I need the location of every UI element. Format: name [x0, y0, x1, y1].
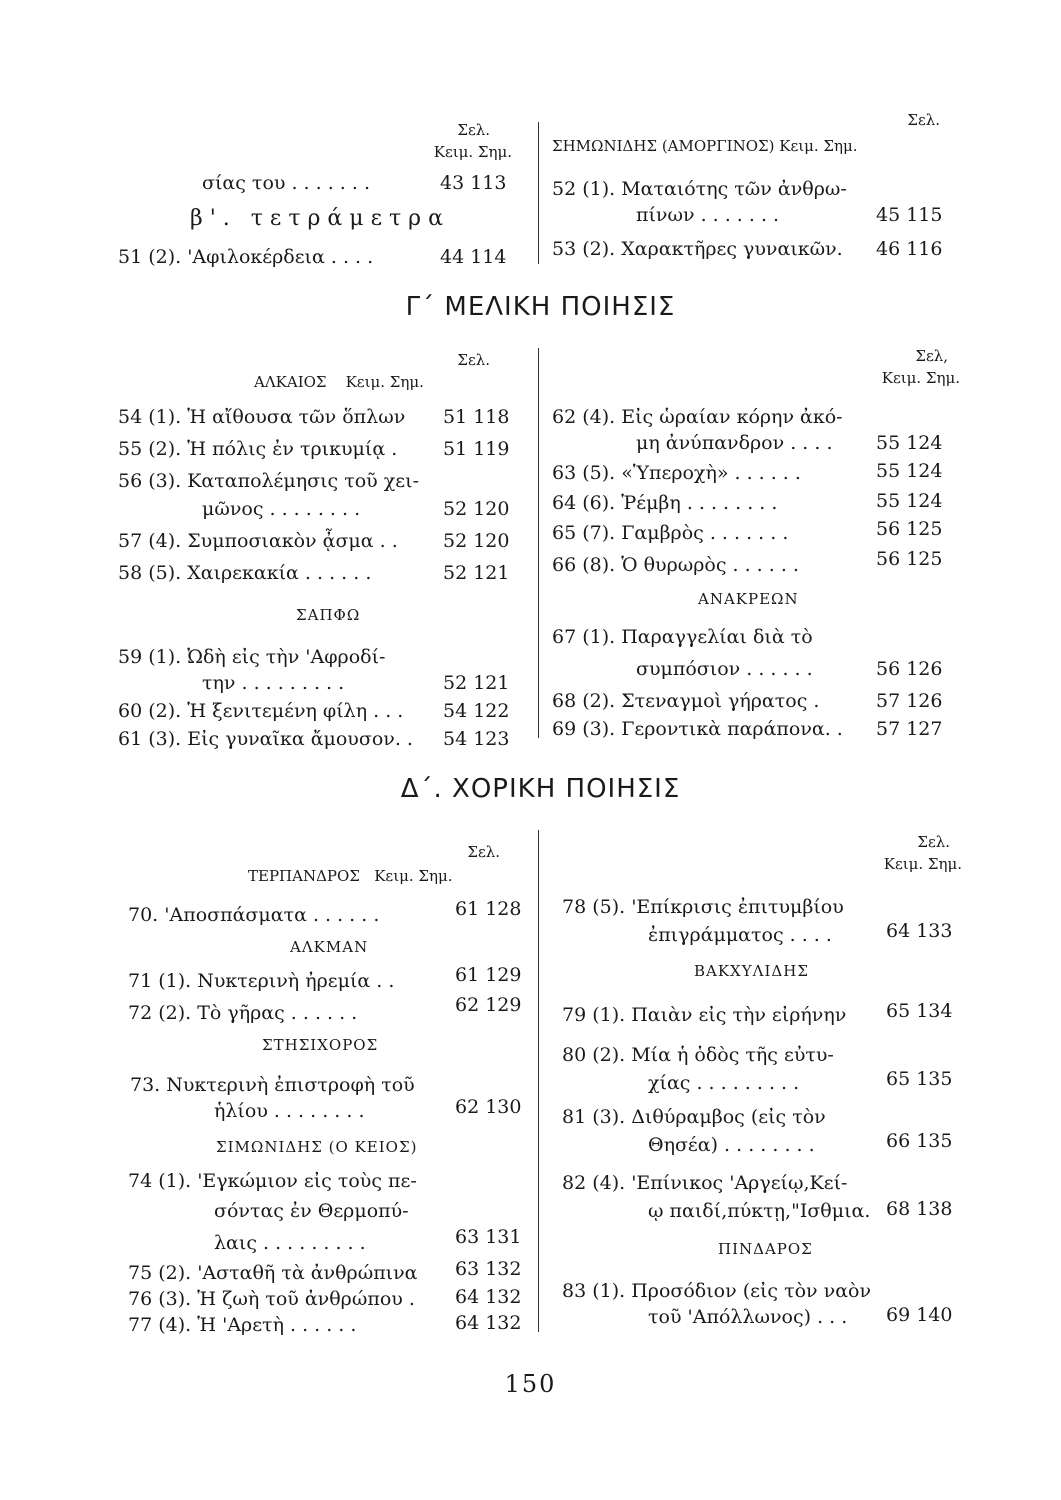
entry-80-cont: χίας . . . . . . . . .	[648, 1072, 800, 1094]
entry-66: 66 (8). Ὁ θυρωρὸς . . . . . .	[552, 554, 799, 576]
entry-69-nums: 57 127	[876, 718, 943, 740]
entry-64: 64 (6). Ῥέμβη . . . . . . . .	[552, 492, 778, 514]
entry-80: 80 (2). Μία ἡ ὁδὸς τῆς εὐτυ-	[562, 1044, 834, 1066]
entry-52-nums: 45 115	[876, 204, 943, 226]
page-number: 150	[504, 1370, 557, 1398]
entry-62-nums: 55 124	[876, 432, 943, 454]
author-simonides-keos: ΣΙΜΩΝΙΔΗΣ (Ο ΚΕΙΟΣ)	[216, 1138, 418, 1156]
choral-right-header-page: Σελ.	[917, 833, 950, 851]
column-divider-choral	[538, 830, 539, 1332]
entry-54: 54 (1). Ἡ αἴθουσα τῶν ὅπλων	[118, 406, 406, 428]
entry-67: 67 (1). Παραγγελίαι διὰ τὸ	[552, 626, 813, 648]
author-sappho: ΣΑΠΦΩ	[296, 606, 361, 624]
entry-66-nums: 56 125	[876, 548, 943, 570]
entry-59-cont: την . . . . . . . . .	[202, 672, 345, 694]
entry-82-cont: ῳ παιδί,πύκτῃ,"Ισθμια.	[648, 1200, 871, 1222]
entry-65-nums: 56 125	[876, 518, 943, 540]
column-divider-melic	[538, 348, 539, 738]
entry-63: 63 (5). «Ὑπεροχὴ» . . . . . .	[552, 462, 801, 484]
entry-81: 81 (3). Διθύραμβος (εἰς τὸν	[562, 1106, 826, 1128]
melic-right-header-page: Σελ,	[915, 347, 948, 365]
entry-83-cont: τοῦ 'Απόλλωνος) . . .	[648, 1306, 848, 1328]
entry-72: 72 (2). Τὸ γῆρας . . . . . .	[128, 1002, 358, 1024]
entry-73-nums: 62 130	[455, 1096, 522, 1118]
entry-57-nums: 52 120	[443, 530, 510, 552]
entry-70: 70. 'Αποσπάσματα . . . . . .	[128, 904, 380, 926]
entry-78-nums: 64 133	[886, 920, 953, 942]
left-header-page: Σελ.	[457, 121, 490, 139]
choral-left-header-author: ΤΕΡΠΑΝΔΡΟΣ Κειμ. Σημ.	[248, 867, 453, 885]
entry-70-nums: 61 128	[455, 898, 522, 920]
entry-61: 61 (3). Εἰς γυναῖκα ἄμουσον. .	[118, 728, 413, 750]
column-divider-top	[538, 122, 539, 264]
entry-53: 53 (2). Χαρακτῆρες γυναικῶν.	[552, 238, 843, 260]
entry-56: 56 (3). Καταπολέμησις τοῦ χει-	[118, 470, 419, 492]
entry-59-nums: 52 121	[443, 672, 510, 694]
entry-77-nums: 64 132	[455, 1312, 522, 1334]
entry-82-nums: 68 138	[886, 1198, 953, 1220]
entry-65: 65 (7). Γαμβρὸς . . . . . . .	[552, 522, 789, 544]
entry-75: 75 (2). 'Ασταθῆ τὰ ἀνθρώπινα	[128, 1262, 418, 1284]
entry-73-cont: ἡλίου . . . . . . . .	[214, 1100, 365, 1122]
entry-74-cont: σόντας ἐν Θερμοπύ-	[214, 1200, 409, 1222]
section-heading-choral: Δ΄. ΧΟΡΙΚΗ ΠΟΙΗΣΙΣ	[400, 774, 681, 804]
author-pindar: ΠΙΝΔΑΡΟΣ	[718, 1240, 813, 1258]
entry-76: 76 (3). Ἡ ζωὴ τοῦ ἀνθρώπου .	[128, 1288, 415, 1310]
entry-80-nums: 65 135	[886, 1068, 953, 1090]
right-header-author: ΣΗΜΩΝΙΔΗΣ (ΑΜΟΡΓΙΝΟΣ) Κειμ. Σημ.	[552, 137, 858, 155]
entry-56-cont: μῶνος . . . . . . . .	[202, 498, 361, 520]
entry-67-nums: 56 126	[876, 658, 943, 680]
entry-57: 57 (4). Συμποσιακὸν ᾆσμα . .	[118, 530, 398, 552]
entry-55-nums: 51 119	[443, 438, 510, 460]
entry-64-nums: 55 124	[876, 490, 943, 512]
entry-58-nums: 52 121	[443, 562, 510, 584]
entry-continuation: σίας του . . . . . . .	[202, 172, 370, 194]
melic-left-header-author: ΑΛΚΑΙΟΣ Κειμ. Σημ.	[254, 373, 424, 391]
entry-continuation-nums: 43 113	[440, 172, 507, 194]
choral-left-header-page: Σελ.	[467, 843, 500, 861]
entry-73: 73. Νυκτερινὴ ἐπιστροφὴ τοῦ	[130, 1074, 415, 1096]
entry-72-nums: 62 129	[455, 994, 522, 1016]
entry-69: 69 (3). Γεροντικὰ παράπονα. .	[552, 718, 843, 740]
entry-77: 77 (4). Ἡ 'Αρετὴ . . . . . .	[128, 1314, 357, 1336]
entry-62: 62 (4). Εἰς ὡραίαν κόρην ἀκό-	[552, 406, 843, 428]
author-bacchylides: ΒΑΚΧΥΛΙΔΗΣ	[694, 962, 809, 980]
entry-81-nums: 66 135	[886, 1130, 953, 1152]
entry-51: 51 (2). 'Αφιλοκέρδεια . . . .	[118, 246, 374, 268]
entry-59: 59 (1). Ὠδὴ εἰς τὴν 'Αφροδί-	[118, 646, 386, 668]
entry-83: 83 (1). Προσόδιον (εἰς τὸν ναὸν	[562, 1280, 872, 1302]
entry-58: 58 (5). Χαιρεκακία . . . . . .	[118, 562, 372, 584]
meter-heading: β'. τετράμετρα	[190, 206, 450, 231]
author-anacreon: ΑΝΑΚΡΕΩΝ	[698, 590, 799, 608]
entry-60: 60 (2). Ἡ ξενιτεμένη φίλη . . .	[118, 700, 404, 722]
entry-71-nums: 61 129	[455, 964, 522, 986]
entry-61-nums: 54 123	[443, 728, 510, 750]
entry-52: 52 (1). Ματαιότης τῶν ἀνθρω-	[552, 178, 847, 200]
entry-62-cont: μη ἀνύπανδρον . . . .	[636, 432, 833, 454]
entry-78: 78 (5). 'Επίκρισις ἐπιτυμβίου	[562, 896, 844, 918]
entry-75-nums: 63 132	[455, 1258, 522, 1280]
entry-82: 82 (4). 'Επίνικος 'Αργείῳ,Κεί-	[562, 1172, 848, 1194]
entry-74-nums: 63 131	[455, 1226, 522, 1248]
entry-60-nums: 54 122	[443, 700, 510, 722]
entry-79-nums: 65 134	[886, 1000, 953, 1022]
entry-71: 71 (1). Νυκτερινὴ ἠρεμία . .	[128, 970, 395, 992]
entry-74-cont2: λαις . . . . . . . . .	[214, 1232, 366, 1254]
melic-left-header-page: Σελ.	[457, 351, 490, 369]
author-alkman: ΑΛΚΜΑΝ	[290, 938, 369, 956]
section-heading-melic: Γ΄ ΜΕΛΙΚΗ ΠΟΙΗΣΙΣ	[405, 292, 676, 322]
entry-76-nums: 64 132	[455, 1286, 522, 1308]
entry-56-nums: 52 120	[443, 498, 510, 520]
entry-78-cont: ἐπιγράμματος . . . .	[648, 924, 832, 946]
entry-68-nums: 57 126	[876, 690, 943, 712]
entry-68: 68 (2). Στεναγμοὶ γήρατος .	[552, 690, 820, 712]
entry-55: 55 (2). Ἡ πόλις ἐν τρικυμίᾳ .	[118, 438, 398, 460]
entry-81-cont: Θησέα) . . . . . . . .	[648, 1134, 815, 1156]
entry-63-nums: 55 124	[876, 460, 943, 482]
entry-51-nums: 44 114	[440, 246, 507, 268]
entry-83-nums: 69 140	[886, 1304, 953, 1326]
choral-right-header-cols: Κειμ. Σημ.	[883, 855, 962, 873]
melic-right-header-cols: Κειμ. Σημ.	[881, 369, 960, 387]
entry-54-nums: 51 118	[443, 406, 510, 428]
entry-67-cont: συμπόσιον . . . . . .	[636, 658, 813, 680]
entry-53-nums: 46 116	[876, 238, 943, 260]
left-header-cols: Κειμ. Σημ.	[433, 143, 512, 161]
entry-79: 79 (1). Παιὰν εἰς τὴν εἰρήνην	[562, 1004, 847, 1026]
right-header-page: Σελ.	[907, 111, 940, 129]
entry-74: 74 (1). 'Εγκώμιον εἰς τοὺς πε-	[128, 1170, 417, 1192]
author-stesichorus: ΣΤΗΣΙΧΟΡΟΣ	[262, 1036, 379, 1054]
entry-52-cont: πίνων . . . . . . .	[636, 204, 780, 226]
